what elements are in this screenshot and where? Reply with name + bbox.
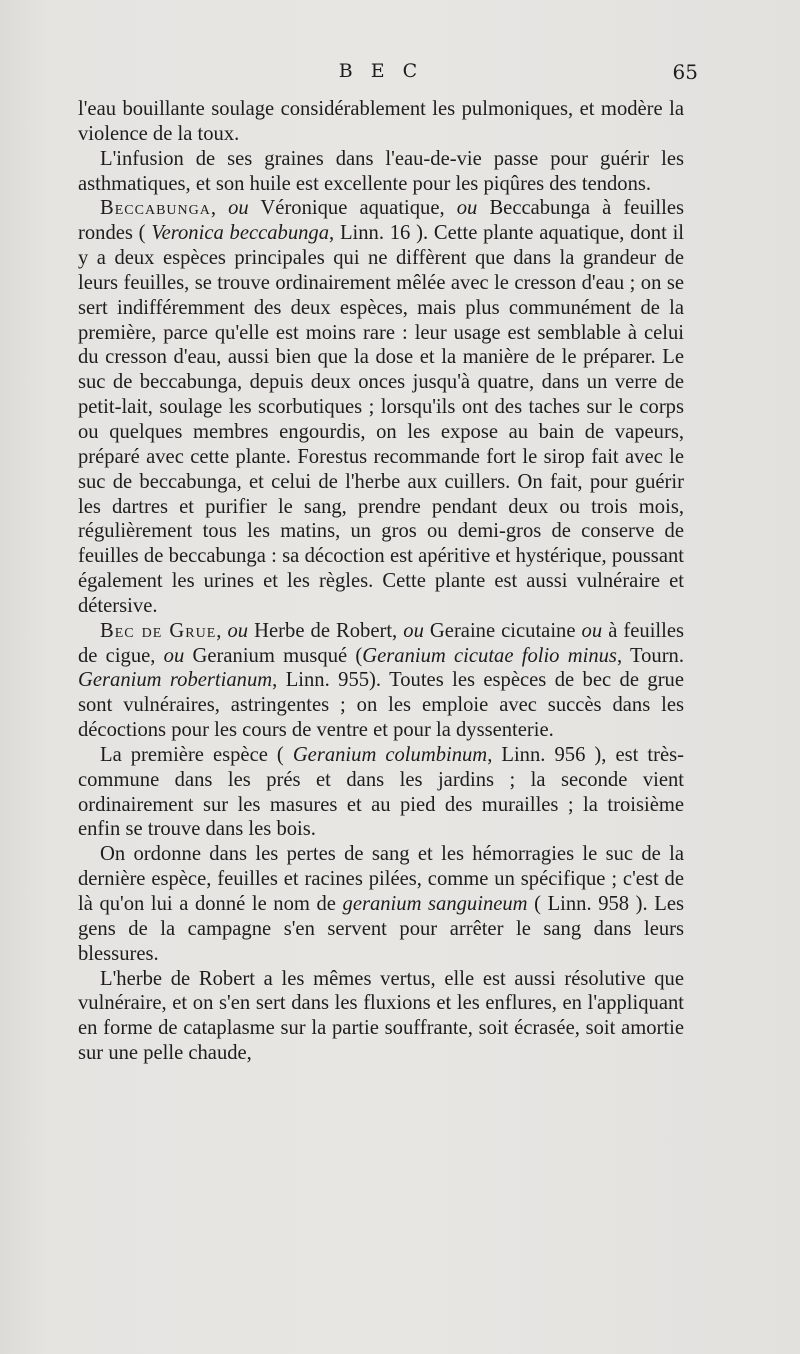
- text-run: L'infusion de ses graines dans l'eau-de-vie passe pour guérir les asthmatiques, et son huile est excellente pour les piqûres des tendons.: [78, 147, 684, 195]
- paragraph: [78, 842, 684, 966]
- text-run: , Linn. 956 ), est très-commune dans les prés et dans les jardins ; la seconde vient ordinairement sur les masures et au pied des murailles ; la troisième enfin se trouve dans les bois.: [78, 743, 684, 841]
- italic-text: ou: [581, 619, 603, 642]
- italic-text: ou: [228, 197, 249, 220]
- text-run: , Tourn.: [616, 644, 684, 667]
- italic-text: ou: [456, 197, 478, 220]
- italic-text: ou: [403, 619, 424, 642]
- page-header: [78, 60, 698, 90]
- italic-text: ou: [227, 619, 249, 642]
- running-head: B E C: [338, 60, 424, 82]
- text-run: On ordonne dans les pertes de sang et les hémorragies le suc de la dernière espèce, feuilles et racines pilées, comme un spécifique ; c'est de là qu'on lui a donné le nom de: [78, 843, 684, 915]
- text-run: l'eau bouillante soulage considérablement les pulmoniques, et modère la violence de la toux.: [78, 98, 684, 145]
- text-run: Geraine cicutaine: [423, 619, 582, 642]
- italic-text: geranium sanguineum: [342, 893, 528, 915]
- text-run: ( Linn. 958 ). Les gens de la campagne s'en servent pour arrêter le sang dans leurs blessures.: [78, 893, 684, 965]
- italic-text: Veronica beccabunga: [151, 222, 330, 245]
- paragraph: [78, 196, 684, 618]
- text-run: , Linn. 16 ). Cette plante aquatique, dont il y a deux espèces principales qui ne diffèrent que dans la grandeur de leurs feuilles, se trouve ordinairement mêlée avec le cresson d'eau ; on se sert indifféremment des deux espèces, mais plus communément de la première, parce qu'elle est moins rare : leur usage est semblable à celui du cresson d'eau, aussi bien que la dose et la manière de le préparer. Le suc de beccabunga, depuis deux onces jusqu'à quatre, dans un verre de petit-lait, soulage les scorbutiques ; lorsqu'ils ont des taches sur le corps ou quelques membres engourdis, on les expose au bain de vapeurs, préparé avec cette plante. Forestus recommande fort le sirop fait avec le suc de beccabunga, et celui de l'herbe aux cuillers. On fait, pour guérir les dartres et purifier le sang, prendre pendant deux ou trois mois, régulièrement tous les matins, un gros ou demi-gros de conserve de feuilles de beccabunga : sa décoction est apéritive et hystérique, poussant également les urines et les règles. Cette plante est aussi vulnéraire et détersive.: [78, 222, 685, 617]
- italic-text: ou: [163, 644, 185, 667]
- paragraph: [78, 619, 684, 743]
- italic-text: Geranium robertianum: [78, 669, 273, 692]
- text-run: La première espèce (: [100, 743, 293, 766]
- paragraph: [78, 967, 684, 1066]
- page-number: 65: [672, 60, 698, 84]
- paragraph: [78, 97, 684, 147]
- text-run: ,: [210, 197, 229, 220]
- text-run: Herbe de Robert,: [248, 619, 404, 642]
- paragraph: [78, 147, 684, 197]
- italic-text: Geranium columbinum: [292, 743, 488, 766]
- text-run: L'herbe de Robert a les mêmes vertus, elle est aussi résolutive que vulnéraire, et on s'en sert dans les fluxions et les enflures, en l'appliquant en forme de cataplasme sur la partie souffrante, soit écrasée, soit amortie sur une pelle chaude,: [78, 967, 684, 1065]
- text-run: , Linn. 955). Toutes les espèces de bec de grue sont vulnéraires, astringentes ; on les emploie avec succès dans les décoctions pour les cours de ventre et pour la dyssenterie.: [78, 669, 684, 742]
- text-run: Beccabunga à feuilles rondes (: [78, 197, 685, 245]
- text-run: ,: [216, 619, 228, 642]
- entry-headword: Beccabunga: [100, 197, 211, 220]
- body-text: [78, 97, 684, 1066]
- paragraph: [78, 743, 684, 842]
- text-run: Véronique aquatique,: [248, 197, 457, 220]
- text-run: Geranium musqué (: [184, 644, 363, 667]
- text-run: à feuilles de cigue,: [78, 619, 685, 667]
- italic-text: Geranium cicutae folio minus: [362, 644, 617, 667]
- entry-headword: Bec de Grue: [100, 619, 217, 642]
